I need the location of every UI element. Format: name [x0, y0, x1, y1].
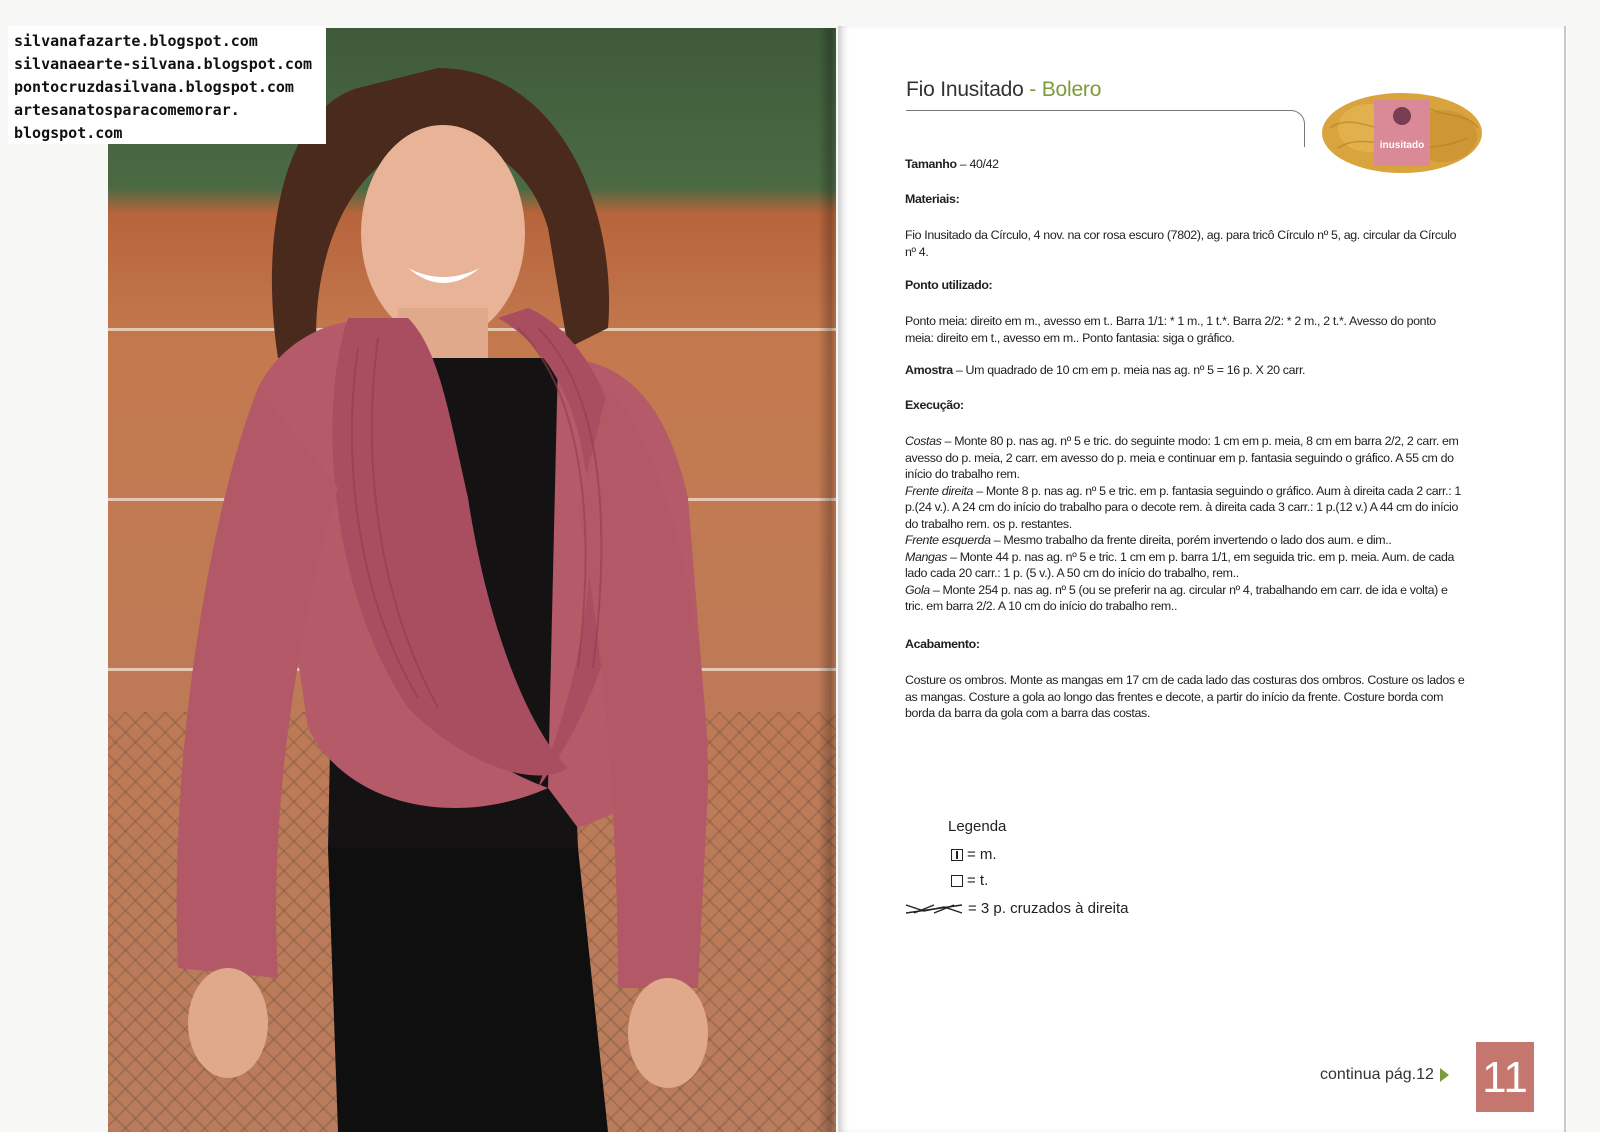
title-separator: - — [1023, 78, 1042, 101]
cable-cross-icon — [904, 903, 964, 915]
knit-symbol-icon — [951, 849, 963, 861]
title-underline — [906, 110, 1305, 147]
page-title — [906, 78, 1101, 102]
legend-cross-text: = 3 p. cruzados à direita — [968, 900, 1129, 917]
gola-label: Gola — [905, 582, 930, 597]
model-figure — [108, 28, 836, 1132]
watermark-line: silvanafazarte.blogspot.com — [14, 32, 258, 50]
acabamento-heading: Acabamento: — [905, 637, 980, 651]
ponto-text: Ponto meia: direito em m., avesso em t.. Barra 1/1: * 1 m., 1 t.*. Barra 2/2: * 2 m., 2 t.*. Avesso do ponto meia: direito em t., avesso em m.. Ponto fantasia: siga o gráfico. — [905, 314, 1436, 345]
mangas-text: – Monte 44 p. nas ag. nº 5 e tric. 1 cm em p. barra 1/1, em seguida tric. em p. meia. Aum. de cada lado cada 20 carr.: 1 p. (5 v.). A 50 cm do início do trabalho, rem.. — [905, 549, 1455, 580]
amostra-label: Amostra — [905, 363, 953, 377]
costas-text: – Monte 80 p. nas ag. nº 5 e tric. do seguinte modo: 1 cm em p. meia, 8 cm em barra 2/2, 2 carr. em avesso do p. meia, 2 carr. em avesso do p. meia e continuar em p. fantasia seguindo o gráfico. A 55 cm do início do trabalho rem. — [905, 434, 1459, 481]
continue-link[interactable] — [1320, 1066, 1449, 1084]
frente-esquerda-label: Frente esquerda — [905, 533, 991, 547]
blog-watermark — [8, 26, 326, 144]
gola-text: – Monte 254 p. nas ag. nº 5 (ou se preferir na ag. circular nº 4, trabalhando em carr. de ida e volta) e tric. em barra 2/2. A 10 cm do início do trabalho rem.. — [905, 582, 1448, 613]
legend-m-text: = m. — [967, 846, 997, 863]
materiais-heading: Materiais: — [905, 192, 960, 206]
materiais-text: Fio Inusitado da Círculo, 4 nov. na cor rosa escuro (7802), ag. para tricô Círculo nº 5, ag. circular da Círculo nº 4. — [905, 228, 1457, 259]
model-photo — [108, 28, 836, 1132]
frente-direita-text: – Monte 8 p. nas ag. nº 5 e tric. em p. fantasia seguindo o gráfico. Aum à direita cada 2 carr.: 1 p.(24 v.). A 24 cm do início do trabalho para o decote rem. à direita cada 3 carr.: 1 p.(12 v.) A 44 cm do início do trabalho rem. os p. restantes. — [905, 483, 1461, 531]
arrow-right-icon — [1440, 1068, 1449, 1082]
watermark-line: silvanaearte-silvana.blogspot.com — [14, 55, 313, 73]
watermark-line: artesanatosparacomemorar. — [14, 101, 240, 119]
page-number: 11 — [1476, 1042, 1534, 1112]
purl-symbol-icon — [951, 875, 963, 887]
frente-direita-label: Frente direita — [905, 483, 974, 498]
legend-item-m — [951, 846, 997, 863]
title-main: Fio Inusitado — [906, 78, 1024, 101]
size-line — [905, 156, 1465, 173]
legend-title: Legenda — [948, 818, 1007, 835]
amostra-line — [905, 362, 1465, 379]
ponto-heading: Ponto utilizado: — [905, 278, 993, 292]
costas-label: Costas — [905, 434, 942, 448]
watermark-line: pontocruzdasilvana.blogspot.com — [14, 78, 294, 96]
legend-item-t — [951, 872, 988, 889]
execucao-text — [905, 433, 1465, 615]
legend-t-text: = t. — [967, 872, 989, 889]
legend-item-cross — [904, 900, 1129, 917]
watermark-line: blogspot.com — [14, 124, 123, 142]
page-edge — [1564, 26, 1566, 1132]
acabamento-text: Costure os ombros. Monte as mangas em 17 cm de cada lado das costuras dos ombros. Costure os lados e as mangas. Costure a gola ao longo das frentes e decote, a partir do início da frente. Costure borda com borda da barra da gola com a barra das costas. — [905, 673, 1465, 720]
tamanho-label: Tamanho — [905, 157, 957, 171]
title-subtitle: Bolero — [1041, 78, 1102, 101]
frente-esquerda-text: – Mesmo trabalho da frente direita, porém invertendo o lado dos aum. e dim.. — [990, 533, 1392, 547]
tamanho-value: – 40/42 — [956, 157, 999, 171]
mangas-label: Mangas — [905, 549, 947, 564]
continue-text: continua pág.12 — [1320, 1066, 1434, 1083]
book-spine-shadow — [818, 28, 836, 1132]
amostra-text: – Um quadrado de 10 cm em p. meia nas ag. nº 5 = 16 p. X 20 carr. — [952, 363, 1306, 377]
yarn-label: inusitado — [1379, 140, 1425, 151]
execucao-heading: Execução: — [905, 398, 964, 412]
